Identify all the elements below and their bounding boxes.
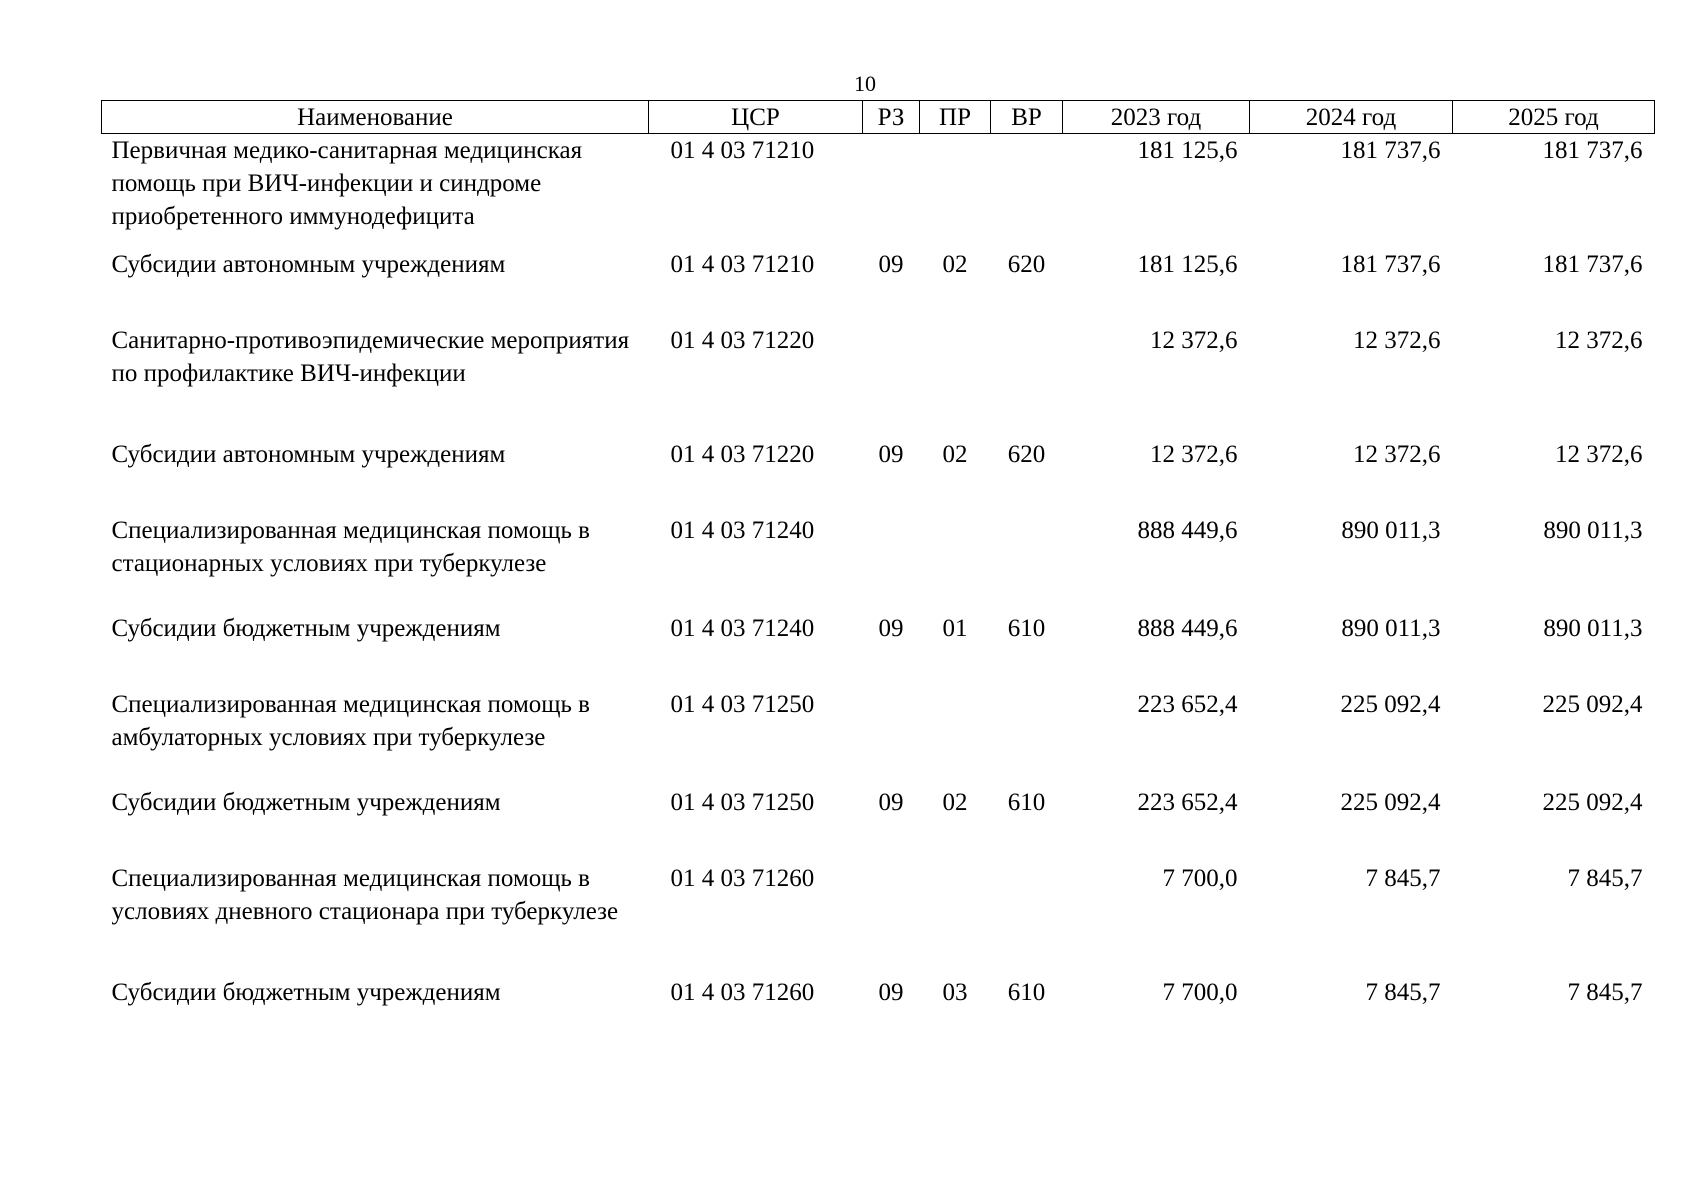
row-name: Субсидии автономным учреждениям — [111, 441, 506, 468]
row-vr — [991, 862, 1063, 976]
row-csr: 01 4 03 71260 — [670, 865, 815, 892]
header-name: Наименование — [102, 101, 649, 134]
row-2023: 888 449,6 — [1137, 517, 1238, 544]
header-rz: РЗ — [863, 101, 920, 134]
row-vr — [991, 324, 1063, 438]
table-row — [102, 134, 1655, 249]
row-rz — [863, 134, 920, 249]
row-2024: 225 092,4 — [1340, 691, 1441, 718]
table-row — [102, 688, 1655, 786]
row-csr: 01 4 03 71220 — [670, 327, 815, 354]
page-number: 10 — [854, 71, 876, 96]
table-row — [102, 862, 1655, 976]
row-2023: 888 449,6 — [1137, 615, 1238, 642]
row-2024: 12 372,6 — [1353, 441, 1441, 468]
row-2023: 12 372,6 — [1150, 327, 1238, 354]
row-csr: 01 4 03 71220 — [670, 441, 815, 468]
row-csr: 01 4 03 71210 — [670, 251, 815, 278]
header-vr: ВР — [991, 101, 1063, 134]
row-2023: 7 700,0 — [1162, 865, 1238, 892]
row-2023: 223 652,4 — [1137, 691, 1238, 718]
header-pr: ПР — [920, 101, 991, 134]
row-name: Субсидии бюджетным учреждениям — [111, 789, 501, 816]
row-pr: 02 — [942, 789, 968, 816]
row-2025: 181 737,6 — [1542, 137, 1643, 164]
table-row — [102, 786, 1655, 862]
header-2023: 2023 год — [1063, 101, 1250, 134]
row-rz — [863, 688, 920, 786]
row-vr — [991, 688, 1063, 786]
table-row — [102, 324, 1655, 438]
row-vr: 610 — [1007, 615, 1046, 642]
row-csr: 01 4 03 71210 — [670, 137, 815, 164]
row-vr: 610 — [1007, 979, 1046, 1006]
row-pr: 02 — [942, 441, 968, 468]
row-rz: 09 — [878, 441, 904, 468]
row-2025: 7 845,7 — [1567, 865, 1643, 892]
row-csr: 01 4 03 71250 — [670, 789, 815, 816]
row-2025: 890 011,3 — [1543, 615, 1643, 642]
row-2024: 12 372,6 — [1353, 327, 1441, 354]
row-2024: 181 737,6 — [1340, 137, 1441, 164]
row-name: Субсидии автономным учреждениям — [111, 251, 506, 278]
table-row — [102, 612, 1655, 688]
header-row — [102, 101, 1655, 134]
row-name: Санитарно-противоэпидемические мероприятия по профилактике ВИЧ-инфекции — [111, 327, 630, 387]
row-rz: 09 — [878, 789, 904, 816]
row-rz — [863, 862, 920, 976]
row-2024: 7 845,7 — [1365, 979, 1441, 1006]
row-vr: 620 — [1007, 441, 1046, 468]
row-2025: 890 011,3 — [1543, 517, 1643, 544]
row-2025: 12 372,6 — [1555, 327, 1643, 354]
row-2025: 12 372,6 — [1555, 441, 1643, 468]
row-pr — [920, 862, 991, 976]
row-rz: 09 — [878, 251, 904, 278]
row-pr — [920, 134, 991, 249]
row-2025: 225 092,4 — [1542, 691, 1643, 718]
budget-table — [101, 100, 1655, 1016]
row-csr: 01 4 03 71240 — [670, 615, 815, 642]
row-2023: 181 125,6 — [1137, 137, 1238, 164]
row-rz: 09 — [878, 615, 904, 642]
row-name: Специализированная медицинская помощь в стационарных условиях при туберкулезе — [111, 517, 590, 577]
row-2025: 181 737,6 — [1542, 251, 1643, 278]
row-name: Специализированная медицинская помощь в амбулаторных условиях при туберкулезе — [111, 691, 590, 751]
row-2025: 225 092,4 — [1542, 789, 1643, 816]
row-vr — [991, 514, 1063, 612]
table-header — [102, 101, 1655, 134]
row-2024: 181 737,6 — [1340, 251, 1441, 278]
row-2024: 7 845,7 — [1365, 865, 1441, 892]
row-vr: 610 — [1007, 789, 1046, 816]
row-pr — [920, 324, 991, 438]
row-rz — [863, 514, 920, 612]
table-row — [102, 514, 1655, 612]
row-2023: 181 125,6 — [1137, 251, 1238, 278]
row-vr: 620 — [1007, 251, 1046, 278]
row-csr: 01 4 03 71250 — [670, 691, 815, 718]
table-body — [102, 134, 1655, 1017]
row-name: Субсидии бюджетным учреждениям — [111, 615, 501, 642]
row-2023: 12 372,6 — [1150, 441, 1238, 468]
row-pr: 01 — [942, 615, 968, 642]
row-2023: 7 700,0 — [1162, 979, 1238, 1006]
row-csr: 01 4 03 71240 — [670, 517, 815, 544]
table-row — [102, 438, 1655, 514]
row-2025: 7 845,7 — [1567, 979, 1643, 1006]
row-rz — [863, 324, 920, 438]
header-2025: 2025 год — [1453, 101, 1655, 134]
row-csr: 01 4 03 71260 — [670, 979, 815, 1006]
row-2024: 225 092,4 — [1340, 789, 1441, 816]
row-rz: 09 — [878, 979, 904, 1006]
table-row — [102, 976, 1655, 1016]
row-pr — [920, 514, 991, 612]
row-name: Специализированная медицинская помощь в условиях дневного стационара при туберкулезе — [111, 865, 619, 925]
row-pr — [920, 688, 991, 786]
row-pr: 03 — [942, 979, 968, 1006]
row-2024: 890 011,3 — [1341, 615, 1441, 642]
row-vr — [991, 134, 1063, 249]
table-row — [102, 248, 1655, 324]
header-csr: ЦСР — [649, 101, 863, 134]
row-2024: 890 011,3 — [1341, 517, 1441, 544]
row-name: Первичная медико-санитарная медицинская помощь при ВИЧ-инфекции и синдроме приобретенного иммунодефицита — [111, 137, 583, 230]
row-2023: 223 652,4 — [1137, 789, 1238, 816]
row-pr: 02 — [942, 251, 968, 278]
row-name: Субсидии бюджетным учреждениям — [111, 979, 501, 1006]
header-2024: 2024 год — [1250, 101, 1453, 134]
